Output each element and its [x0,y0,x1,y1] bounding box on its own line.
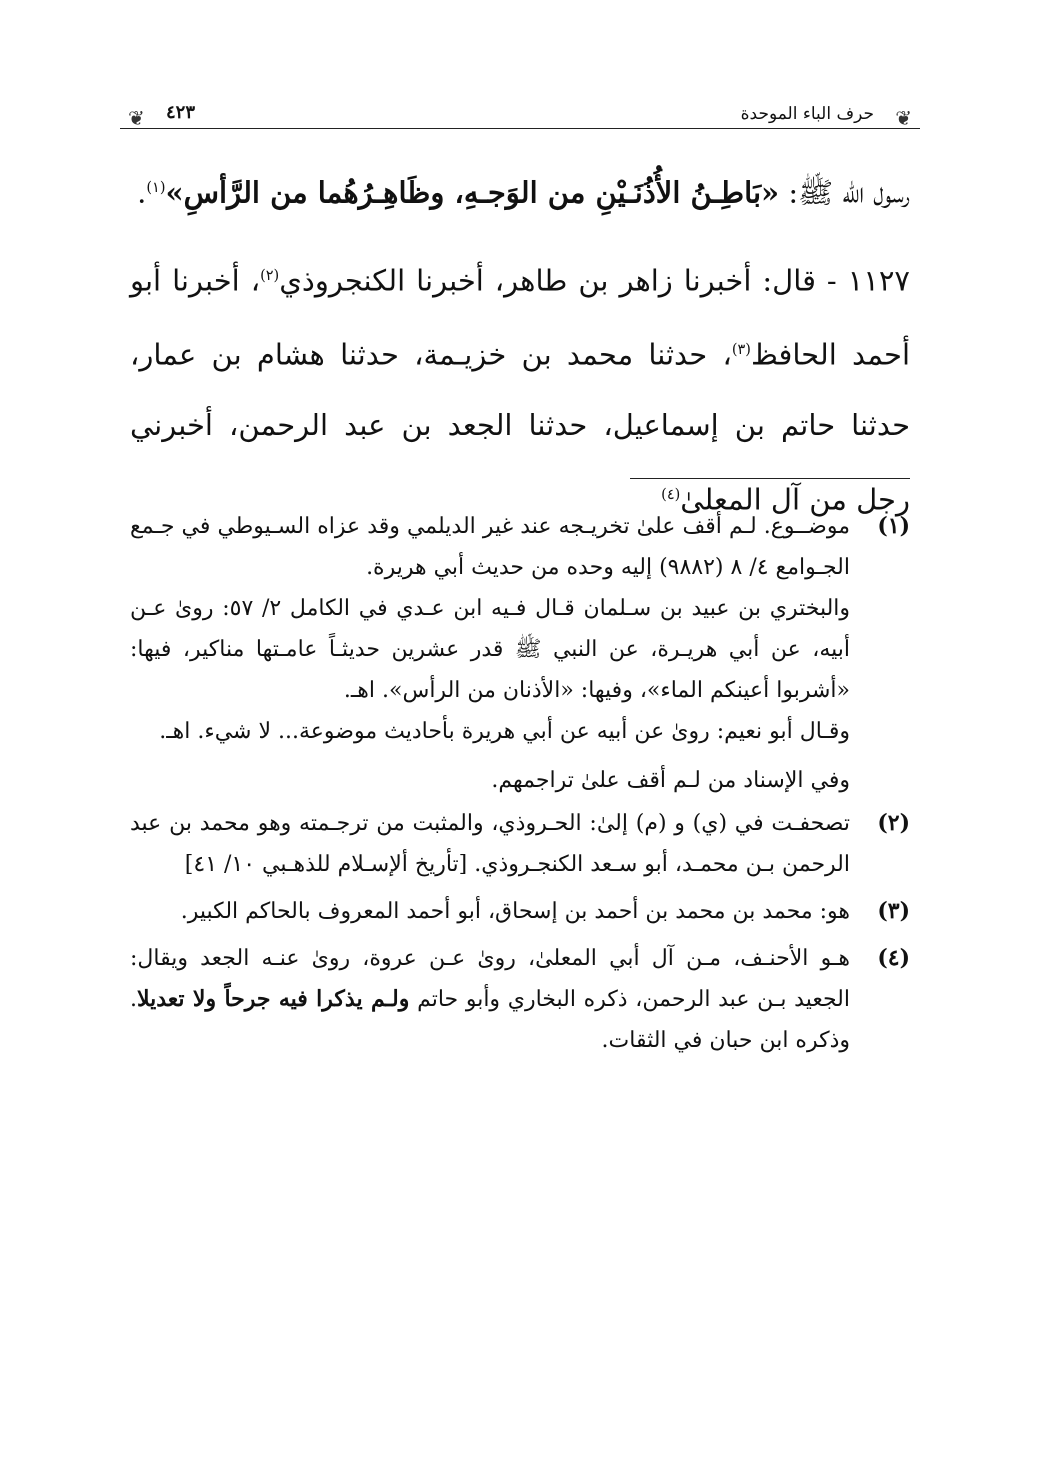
footnote-number: (٢) [877,810,910,836]
footnote-separator [630,478,910,479]
isnad-part-a: ١١٢٧ - قال: أخبرنا زاهر بن طاهر، أخبرنا الكنجروذي [279,263,910,298]
isnad-part-c: ، حدثنا محمد بن خزيـمة، حدثنا هشام بن عمار، حدثنا حاتم بن إسماعيل، حدثنا الجعد بن عبد الرحمن، أخبرني رجل من آل المعلىٰ [130,337,910,517]
page-number: ٤٢٣ [160,102,201,123]
footnote-text: تصحفـت في (ي) و (م) إلىٰ: الحـروذي، والمثبت من ترجـمته وهو محمد بن عبد الرحمن بـن محمـد، أبو سـعد الكنجـروذي. [تأريخ ألإسـلام للذهـبي ١٠/ ٤١] [130,811,850,877]
footnote-text: وفي الإسناد من لـم أقف علىٰ تراجمهم. [491,768,850,793]
footnote-ref-3[interactable]: (٣) [731,342,751,359]
isnad-part-b: ، أخبرنا أبو أحمد الحافظ [130,263,911,372]
footnote-text: وقـال أبو نعيم: روىٰ عن أبيه عن أبي هريرة بأحاديث موضوعة... لا شيء. اهـ. [159,719,850,744]
footnote-bold-text: ولـم يذكرا فيه جرحاً ولا تعديلا [137,986,410,1012]
footnote-text: هو: محمد بن محمد بن أحمد بن إسحاق، أبو أحمد المعروف بالحاكم الكبير. [180,899,850,924]
page-header [120,100,920,142]
footnote-ref-2[interactable]: (٢) [260,267,280,284]
footnotes [130,506,910,1063]
footnote-number: (٣) [877,898,910,924]
footnote-text: موضــوع. لـم أقف علىٰ تخريـجه عند غير الديلمي وقد عزاه السـيوطي في جـمع الجـوامع ٤/ ٨ (٩٨٨٢) إليه وحده من حديث أبي هريرة. [130,514,850,580]
footnote-2 [130,803,910,885]
footnote-text-part: . وذكره ابن حبان في الثقات. [130,987,850,1053]
footnote-text [130,938,850,1061]
footnote-ref-1[interactable]: (١) [146,180,166,196]
hadith-line [130,158,910,223]
footnote-4 [130,938,910,1061]
isnad-paragraph [130,241,910,535]
footnote-text: والبختري بن عبيد بن سـلمان قـال فـيه ابن عـدي في الكامل ٢/ ٥٧: روىٰ عـن أبيه، عن أبي هريـرة، عن النبي ﷺ قدر عشرين حديثـاً عامـتها مناكير، فيها: «أشربوا أعينكم الماء»، وفيها: «الأذنان من الرأس». اهـ. [130,596,851,703]
left-ornament-icon: ❦ [128,106,145,130]
header-rule [120,128,920,129]
footnote-3 [130,891,910,932]
footnote-number: (١) [877,513,910,539]
footnote-ref-4[interactable]: (٤) [661,486,681,503]
chapter-title: حرف الباء الموحدة [735,104,880,124]
hadith-prefix: رسول الله ﷺ: [779,175,910,210]
hadith-quote: «بَاطِـنُ الأُذُنَـيْنِ من الوَجـهِ، وظَاهِـرُهُما من الرَّأسِ» [165,175,780,210]
footnote-text-part: هـو الأحنـف، مـن آل أبي المعلىٰ، روىٰ عـن عروة، روىٰ عنـه الجعد ويقال: الجعيد بـن عبد الرحمن، ذكره البخاري وأبو حاتم [130,946,850,1012]
hadith-end: . [137,175,147,210]
footnote-number: (٤) [877,945,910,971]
footnote-1 [130,506,910,801]
right-ornament-icon: ❦ [895,106,912,130]
